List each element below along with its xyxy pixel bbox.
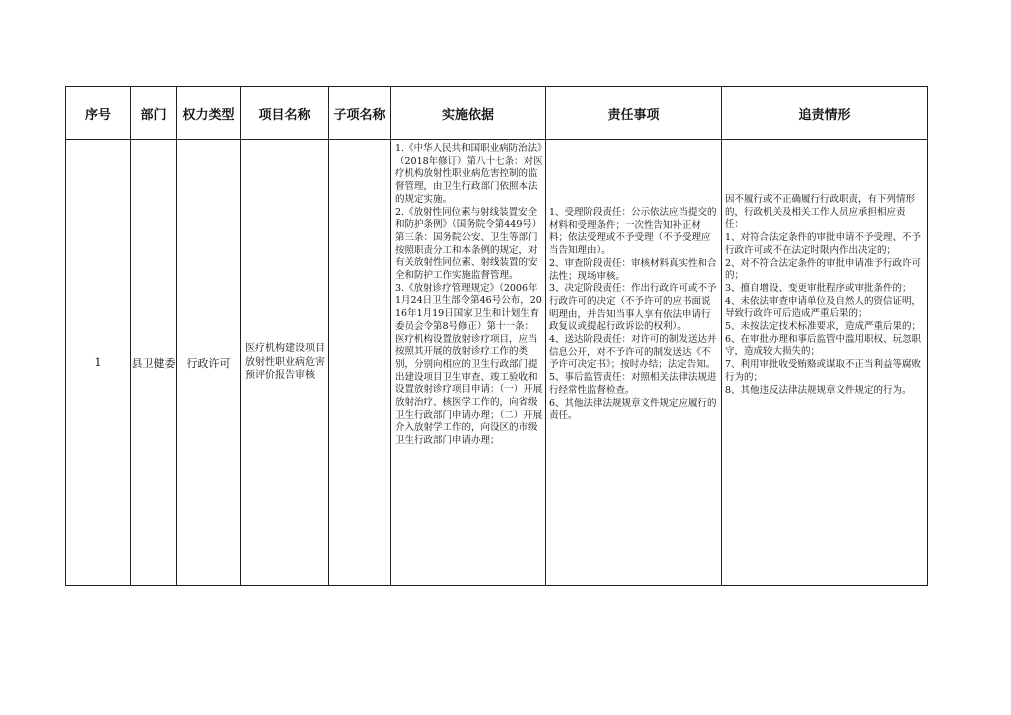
table-row xyxy=(66,140,928,586)
cell-basis xyxy=(391,140,546,586)
accountability-text: 因不履行或不正确履行行政职责，有下列情形的，行政机关及相关工作人员应承担相应责任： 1、对符合法定条件的审批申请不予受理、不予行政许可或不在法定时限内作出决定的； 2、对不符合法定条件的审批申请准予行政许可的； 3、擅自增设、变更审批程序或审批条件的； 4、未依法审查申请单位及自然人的资信证明，导致行政许可后造成严重后果的； 5、未按法定技术标准要求，造成严重后果的； 6、在审批办理和事后监管中滥用职权、玩忽职守，造成较大损失的； 7、利用审批收受贿赂或谋取不正当利益等腐败行为的； 8、其他违反法律法规规章文件规定的行为。 xyxy=(725,194,922,396)
header-accountability: 追责情形 xyxy=(722,87,928,140)
header-power-type: 权力类型 xyxy=(177,87,241,140)
cell-sub-item xyxy=(329,140,391,586)
cell-index: 1 xyxy=(66,140,131,586)
cell-project-name: 医疗机构建设项目放射性职业病危害预评价报告审核 xyxy=(241,140,329,586)
cell-power-type: 行政许可 xyxy=(177,140,241,586)
responsibility-table xyxy=(65,86,928,586)
header-sub-item: 子项名称 xyxy=(329,87,391,140)
header-department: 部门 xyxy=(131,87,177,140)
header-basis: 实施依据 xyxy=(391,87,546,140)
header-row xyxy=(66,87,928,140)
header-responsibility: 责任事项 xyxy=(546,87,722,140)
cell-department: 县卫健委 xyxy=(131,140,177,586)
basis-text: 1.《中华人民共和国职业病防治法》（2018年修订）第八十七条：对医疗机构放射性职业病危害控制的监督管理，由卫生行政部门依照本法的规定实施。 2.《放射性同位素与射线装置安全和防护条例》（国务院令第449号）第三条：国务院公安、卫生等部门按照职责分工和本条例的规定，对有关放射性同位素、射线装置的安全和防护工作实施监督管理。 3.《放射诊疗管理规定》（2006年1月24日卫生部令第46号公布，2016年1月19日国家卫生和计划生育委员会令第8号修正）第十一条：医疗机构设置放射诊疗项目，应当按照其开展的放射诊疗工作的类别，分别向相应的卫生行政部门提出建设项目卫生审查、竣工验收和设置放射诊疗项目申请：（一）开展放射治疗、核医学工作的，向省级卫生行政部门申请办理；（二）开展介入放射学工作的，向设区的市级卫生行政部门申请办理； xyxy=(395,143,543,447)
cell-responsibility xyxy=(546,140,722,586)
header-project-name: 项目名称 xyxy=(241,87,329,140)
cell-accountability xyxy=(722,140,928,586)
header-index: 序号 xyxy=(66,87,131,140)
responsibility-text: 1、受理阶段责任：公示依法应当提交的材料和受理条件；一次性告知补正材料；依法受理或不予受理（不予受理应当告知理由）。 2、审查阶段责任：审核材料真实性和合法性；现场审核。 3、决定阶段责任：作出行政许可或不予行政许可的决定（不予许可的应书面说明理由，并告知当事人享有依法申请行政复议或提起行政诉讼的权利）。 4、送达阶段责任：对许可的制发送达并信息公开，对不予许可的制发送达《不予许可决定书》；按时办结；法定告知。 5、事后监管责任：对照相关法律法规进行经常性监督检查。 6、其他法律法规规章文件规定应履行的责任。 xyxy=(549,207,717,422)
